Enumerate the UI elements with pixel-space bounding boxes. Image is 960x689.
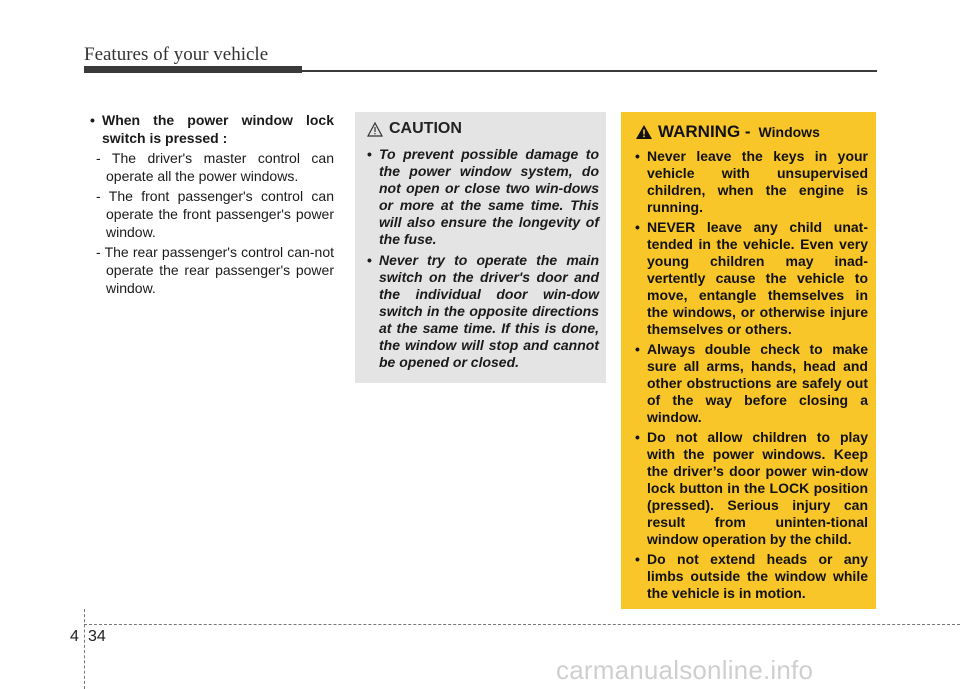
caution-box bbox=[355, 112, 606, 383]
dash-item-2: - The front passenger's control can operate the front passenger's power window. bbox=[96, 188, 334, 240]
warning-item: • Always double check to make sure all arms, hands, head and other obstructions are safely out of the way before closing a window. bbox=[635, 341, 868, 425]
warning-subtitle: Windows bbox=[758, 124, 820, 140]
warning-list bbox=[631, 148, 868, 605]
dash-item-3: - The rear passenger's control can-not operate the rear passenger's power window. bbox=[96, 244, 334, 296]
warning-item: • Do not allow children to play with the power windows. Keep the driver’s door power win-dow lock button in the LOCK position (pressed). Serious injury can result from uninten-tional window operation by the child. bbox=[635, 429, 868, 547]
caution-item: • Never try to operate the main switch on the driver's door and the individual door win-dow switch in the opposite directions at the same time. If this is done, the window will stop and cannot be opened or closed. bbox=[367, 252, 599, 370]
warning-item: • Never leave the keys in your vehicle with unsupervised children, when the engine is running. bbox=[635, 148, 868, 215]
warning-item: • Do not extend heads or any limbs outside the window while the vehicle is in motion. bbox=[635, 551, 868, 601]
left-column bbox=[88, 111, 334, 297]
footer-divider bbox=[84, 624, 960, 625]
caution-list bbox=[367, 146, 599, 375]
caution-triangle-icon bbox=[367, 122, 383, 137]
lead-bullet: • When the power window lock switch is pressed : bbox=[90, 112, 334, 146]
page-number: 34 bbox=[88, 628, 106, 645]
warning-item: • NEVER leave any child unat-tended in the vehicle. Even very young children may inad-vertently cause the vehicle to move, entangle themselves in the windows, or otherwise injure themselves or others. bbox=[635, 219, 868, 337]
header-rule bbox=[302, 70, 877, 72]
caution-title: CAUTION bbox=[389, 120, 462, 137]
caution-item: • To prevent possible damage to the power window system, do not open or close two win-dows or more at the same time. This will also ensure the longevity of the fuse. bbox=[367, 146, 599, 247]
footer-vertical-divider bbox=[84, 609, 85, 689]
dash-item-1: - The driver's master control can operate all the power windows. bbox=[96, 150, 334, 184]
chapter-number: 4 bbox=[70, 628, 79, 645]
warning-title: WARNING - bbox=[658, 122, 751, 141]
warning-header bbox=[635, 122, 820, 142]
page-header-title: Features of your vehicle bbox=[84, 44, 269, 65]
warning-box bbox=[621, 112, 876, 609]
caution-header bbox=[367, 120, 462, 138]
watermark: carmanualsonline.info bbox=[556, 655, 814, 685]
warning-triangle-icon bbox=[635, 124, 653, 140]
header-bar bbox=[84, 66, 302, 73]
